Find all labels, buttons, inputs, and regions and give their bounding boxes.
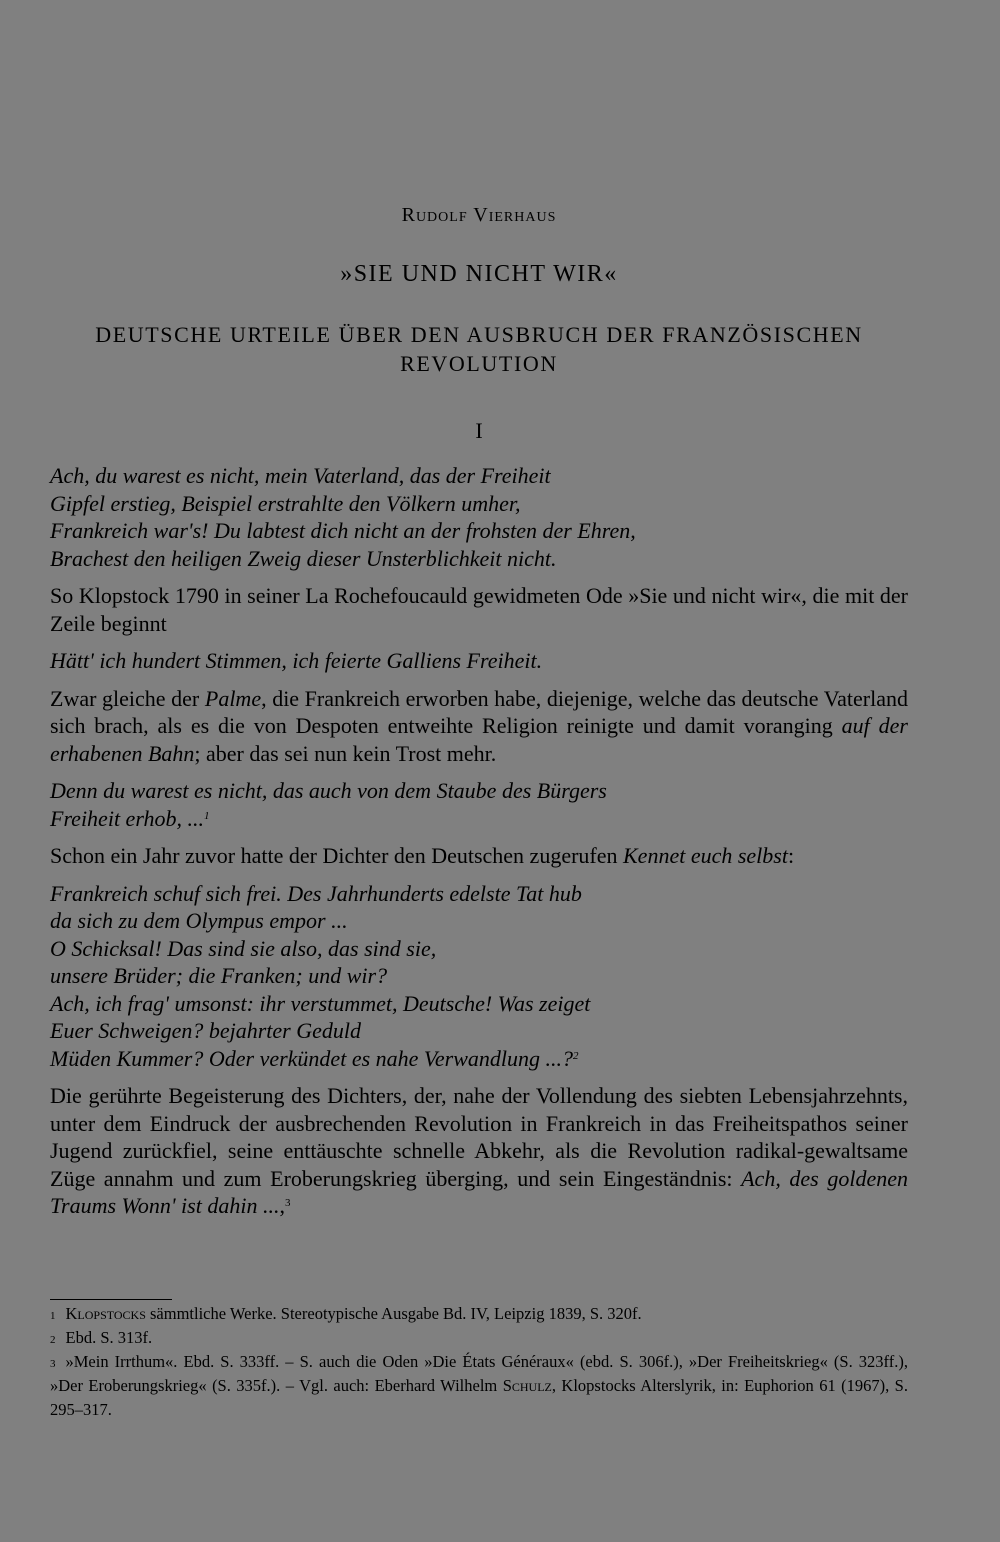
verse-line: Brachest den heiligen Zweig dieser Unsterblichkeit nicht.: [50, 545, 557, 571]
verse-line: O Schicksal! Das sind sie also, das sind sie,: [50, 935, 437, 961]
verse-line: Euer Schweigen? bejahrter Geduld: [50, 1018, 361, 1043]
verse-line: unsere Brüder; die Franken; und wir?: [50, 963, 388, 988]
verse-line: Frankreich war's! Du labtest dich nicht an der frohsten der Ehren,: [50, 518, 636, 543]
paragraph-1: So Klopstock 1790 in seiner La Rochefoucauld gewidmeten Ode »Sie und nicht wir«, die mit der Zeile beginnt: [50, 583, 908, 636]
footnote-number: 2: [50, 1334, 56, 1346]
paragraph-text: Schon ein Jahr zuvor hatte der Dichter den Deutschen zugerufen: [50, 843, 623, 868]
verse-line: Denn du warest es nicht, das auch von dem Staube des Bürgers: [50, 778, 607, 803]
section-numeral: I: [475, 418, 483, 443]
paragraph-4: [50, 1082, 908, 1220]
paragraph-3: [50, 842, 908, 870]
footnote-number: 3: [50, 1358, 56, 1370]
footnote-ref: 2: [573, 1049, 579, 1062]
emphasis-text: auf der erhabenen Bahn: [50, 713, 908, 766]
verse-quote-1: [50, 462, 908, 572]
verse-line-text: Müden Kummer? Oder verkündet es nahe Verwandlung ...?: [50, 1045, 574, 1071]
paragraph-text: Zwar gleiche der: [50, 685, 205, 711]
footnote-number: 1: [50, 1310, 56, 1322]
emphasis-text: Kennet euch selbst: [623, 843, 788, 868]
verse-line: Gipfel erstieg, Beispiel erstrahlte den Völkern umher,: [50, 490, 521, 516]
verse-line: Frankreich schuf sich frei. Des Jahrhunderts edelste Tat hub: [50, 880, 582, 906]
footnote-1: [50, 1302, 908, 1326]
footnote-text: Ebd. S. 313f.: [65, 1328, 153, 1347]
paragraph-text: :: [787, 843, 795, 868]
verse-line: Hätt' ich hundert Stimmen, ich feierte Galliens Freiheit.: [50, 648, 543, 673]
footnote-divider: [50, 1299, 172, 1300]
verse-line: Ach, ich frag' umsonst: ihr verstummet, Deutsche! Was zeiget: [50, 990, 591, 1016]
footnote-text: , Klopstocks Alterslyrik, in: Euphorion 61 (1967), S. 295–317.: [50, 1376, 908, 1419]
verse-line: da sich zu dem Olympus empor ...: [50, 908, 348, 933]
author-name: Rudolf Vierhaus: [401, 204, 557, 226]
paragraph-2: [50, 685, 908, 768]
footnotes: [50, 1302, 908, 1422]
verse-quote-3: [50, 777, 908, 832]
footnote-ref: 1: [203, 809, 210, 822]
footnote-2: [50, 1326, 908, 1350]
emphasis-text: Palme: [204, 685, 262, 711]
emphasis-text: Ach, des goldenen Traums Wonn' ist dahin ...: [50, 1165, 908, 1218]
footnote-author: Klopstocks: [65, 1304, 146, 1323]
footnote-text: sämmtliche Werke. Stereotypische Ausgabe Bd. IV, Leipzig 1839, S. 320f.: [145, 1304, 642, 1323]
footnote-ref: 3: [284, 1197, 291, 1209]
article-title: »SIE UND NICHT WIR«: [340, 261, 618, 287]
verse-quote-4: [50, 880, 908, 1073]
verse-quote-2: [50, 647, 908, 675]
footnote-author: Schulz: [502, 1376, 552, 1395]
verse-line-text: Freiheit erhob, ...: [50, 805, 204, 831]
article-subtitle: DEUTSCHE URTEILE ÜBER DEN AUSBRUCH DER FRANZÖSISCHEN REVOLUTION: [95, 322, 863, 376]
verse-line: Ach, du warest es nicht, mein Vaterland, das der Freiheit: [50, 463, 551, 488]
paragraph-text: ; aber das sei nun kein Trost mehr.: [194, 740, 497, 766]
verse-line: [50, 805, 908, 833]
footnote-text: »Mein Irrthum«. Ebd. S. 333ff. – S. auch die Oden »Die États Généraux« (ebd. S. 306f.), »Der Freiheitskrieg« (S. 323ff.), »Der Eroberungskrieg« (S. 335f.). – Vgl. auch: Eberhard Wilhelm: [50, 1352, 908, 1395]
footnote-3: [50, 1350, 908, 1422]
paragraph-text: ,: [279, 1193, 285, 1218]
body-text: [50, 462, 908, 1220]
verse-line: [50, 1045, 908, 1073]
paragraph-text: Die gerührte Begeisterung des Dichters, der, nahe der Vollendung des siebten Lebensjahrzehnts, unter dem Eindruck der ausbrechenden Revolution in Frankreich in das Freiheitspathos seiner Jugend zurückfiel, seine enttäuschte schnelle Abkehr, als die Revolution radikal-gewaltsame Züge annahm und zum Eroberungskrieg überging, und sein Eingeständnis:: [50, 1083, 908, 1191]
paragraph-text: , die Frankreich erworben habe, diejenige, welche das deutsche Vaterland sich brach, als es die von Despoten entweihte Religion reinigte und damit voranging: [50, 685, 908, 738]
